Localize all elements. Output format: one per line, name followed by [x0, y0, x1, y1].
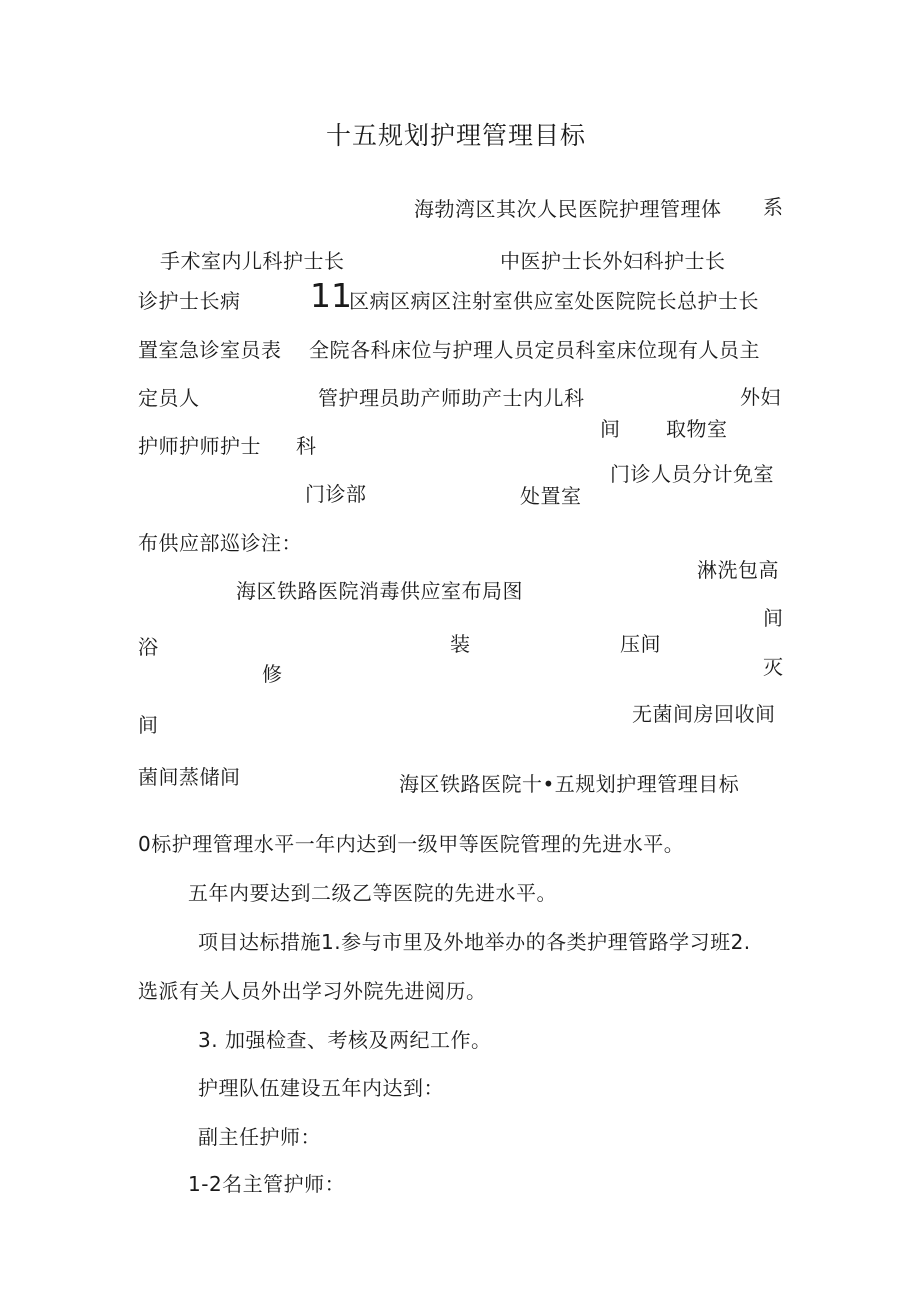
plan-left-1: 浴 [138, 635, 159, 659]
plan-left-3: 间 [138, 713, 159, 737]
org-row3-right: 全院各科床位与护理人员定员科室床位现有人员主 [309, 338, 760, 362]
plan-mid-1: 装 [450, 632, 471, 656]
org-row6-left: 护师护师护士 [138, 434, 261, 458]
paragraph-3-line-1: 项目达标措施1.参与市里及外地举办的各类护理管路学习班2. [198, 930, 751, 954]
paragraph-5: 护理队伍建设五年内达到： [198, 1076, 444, 1100]
org-row7-right: 门诊人员分计免室 [610, 462, 774, 486]
org-row4-left: 定员人 [138, 386, 200, 410]
org-row9-left: 布供应部巡诊注： [138, 531, 302, 555]
org-row3-left: 置室急诊室员表 [138, 338, 282, 362]
org-row4-right: 外妇 [740, 385, 781, 409]
plan-section-title: 海区铁路医院十•五规划护理管理目标 [399, 772, 740, 796]
plan-right-3: 灭 [763, 655, 784, 679]
paragraph-3-line-2: 选派有关人员外出学习外院先进阅历。 [138, 979, 487, 1003]
plan-left-2: 修 [262, 662, 283, 686]
plan-left-4: 菌间蒸储间 [138, 765, 241, 789]
org-row2-number: 11 [310, 276, 352, 315]
paragraph-7: 1-2名主管护师： [188, 1172, 346, 1196]
paragraph-1: 0标护理管理水平一年内达到一级甲等医院管理的先进水平。 [138, 832, 685, 856]
org-row6-mid: 科 [296, 434, 317, 458]
subtitle-main: 海勃湾区其次人民医院护理管理体 [414, 197, 722, 221]
paragraph-6: 副主任护师： [198, 1125, 321, 1149]
org-row2-right: 区病区病区注射室供应室处医院院长总护士长 [349, 289, 759, 313]
org-row4-mid: 管护理员助产师助产士内儿科 [318, 386, 585, 410]
org-row1-left: 手术室内儿科护士长 [160, 249, 345, 273]
org-row8-left: 门诊部 [305, 482, 367, 506]
org-row8-mid: 处置室 [520, 484, 582, 508]
org-row2-left: 诊护士长病 [138, 289, 241, 313]
org-row1-right: 中医护士长外妇科护士长 [500, 249, 726, 273]
plan-title: 海区铁路医院消毒供应室布局图 [236, 579, 523, 603]
org-row5-right: 取物室 [666, 417, 728, 441]
document-title: 十五规划护理管理目标 [326, 121, 587, 150]
subtitle-tail: 系 [763, 195, 784, 219]
plan-right-1: 淋洗包高 [697, 558, 779, 582]
plan-right-2: 间 [763, 606, 784, 630]
plan-mid-2: 压间 [620, 632, 661, 656]
paragraph-2: 五年内要达到二级乙等医院的先进水平。 [188, 881, 557, 905]
paragraph-4: 3. 加强检查、考核及两纪工作。 [198, 1028, 492, 1052]
org-row5-mid: 间 [600, 417, 621, 441]
plan-right-4: 无菌间房回收间 [632, 702, 776, 726]
